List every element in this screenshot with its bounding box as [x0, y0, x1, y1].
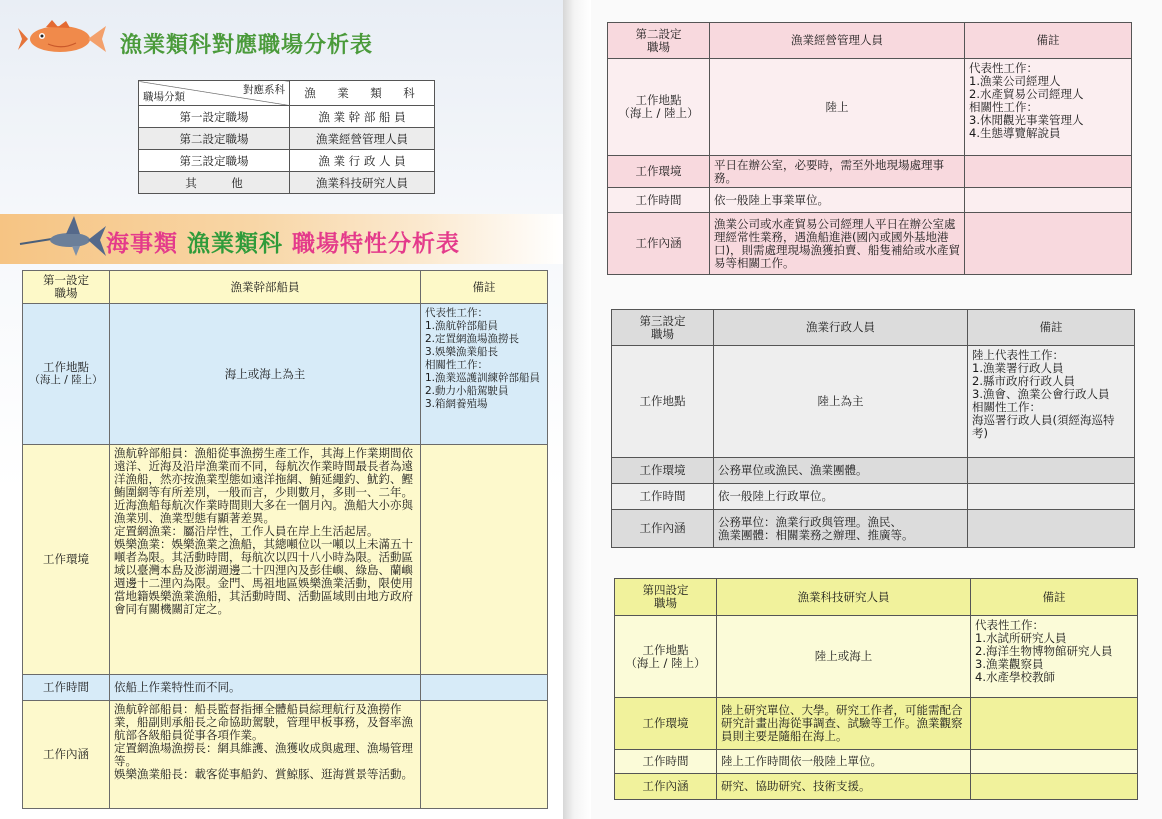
- job-header: 漁業行政人員: [714, 310, 968, 346]
- time-value: 依船上作業特性而不同。: [110, 675, 421, 701]
- time-label: 工作時間: [608, 188, 710, 213]
- remark-header: 備註: [971, 579, 1138, 616]
- mapping-table: [138, 80, 435, 194]
- table-row: [139, 106, 435, 128]
- table-row: [615, 774, 1138, 800]
- content-value: 公務單位：漁業行政與管理。漁民、 漁業團體：相關業務之辦理、推廣等。: [714, 510, 968, 548]
- time-label: 工作時間: [23, 675, 110, 701]
- location-label: 工作地點: [43, 360, 89, 374]
- environment-label: 工作環境: [615, 698, 717, 750]
- remark-header: 備註: [421, 271, 548, 304]
- table-row: [608, 213, 1132, 275]
- fish-icon: [18, 18, 108, 58]
- place-cell: 第一設定職場: [139, 106, 290, 128]
- content-label: 工作內涵: [608, 213, 710, 275]
- table-row: [608, 23, 1132, 59]
- field-header: 第一設定 職場: [23, 271, 110, 304]
- location-label-cell: [615, 616, 717, 698]
- content-value: 漁業公司或水產貿易公司經理人平日在辦公室處理經常性業務，遇漁船進港(國內或國外基地港口)，則需處理現場漁獲拍賣、船隻補給或水產貿易等相關工作。: [710, 213, 965, 275]
- location-sub-label: （海上 / 陸上）: [618, 106, 699, 120]
- section-title: [106, 225, 460, 258]
- table-row: [23, 304, 548, 445]
- environment-label: 工作環境: [608, 156, 710, 188]
- table-row: [23, 445, 548, 675]
- career-table-4: [614, 578, 1138, 800]
- environment-label: 工作環境: [612, 458, 714, 484]
- table-row: [612, 510, 1135, 548]
- location-label: 工作地點: [612, 346, 714, 458]
- time-label: 工作時間: [612, 484, 714, 510]
- corner-cell: [139, 81, 290, 106]
- table-row: [615, 698, 1138, 750]
- field-header: 第三設定 職場: [612, 310, 714, 346]
- table-row: [608, 188, 1132, 213]
- content-remark: [965, 213, 1132, 275]
- location-value: 陸上: [710, 59, 965, 156]
- table-row: [615, 616, 1138, 698]
- corner-bottom-label: 職場分類: [143, 91, 185, 103]
- content-value: 漁航幹部船員：船長監督指揮全體船員綜理航行及漁撈作業，船副則承船長之命協助駕駛，管理甲板事務，及督率漁航部各級船員從事各項作業。 定置網漁場漁撈長：網具維護、漁獲收成與處理、漁場管理等。 娛樂漁業船長：載客從事船釣、賞鯨豚、逛海賞景等活動。: [110, 701, 421, 809]
- location-value: 陸上或海上: [717, 616, 971, 698]
- environment-remark: [968, 458, 1135, 484]
- table-row: [139, 150, 435, 172]
- location-value: 海上或海上為主: [110, 304, 421, 445]
- content-remark: [968, 510, 1135, 548]
- table-row: [139, 172, 435, 194]
- content-remark: [421, 701, 548, 809]
- time-remark: [971, 750, 1138, 774]
- time-remark: [968, 484, 1135, 510]
- time-value: 依一般陸上事業單位。: [710, 188, 965, 213]
- time-value: 依一般陸上行政單位。: [714, 484, 968, 510]
- location-sub-label: （海上 / 陸上）: [625, 655, 706, 670]
- table-row: [612, 346, 1135, 458]
- field-header: 第二設定 職場: [608, 23, 710, 59]
- table-row: [608, 156, 1132, 188]
- place-cell: 第二設定職場: [139, 128, 290, 150]
- title-part-fishery: 漁業類科: [187, 231, 284, 257]
- location-remark: 陸上代表性工作： 1.漁業署行政人員 2.縣市政府行政人員 3.漁會、漁業公會行政人員 相關性工作： 海巡署行政人員(須經海巡特考): [968, 346, 1135, 458]
- time-remark: [965, 188, 1132, 213]
- environment-value: 漁航幹部船員：漁船從事漁撈生產工作，其海上作業期間依遠洋、近海及沿岸漁業而不同，每航次作業時間最長者為遠洋漁船，然亦按漁業型態如遠洋拖網、鮪延繩釣、魷釣、鰹鮪圍網等有所差別，一般而言，少則數月，多則一、二年。近海漁船每航次作業時間則大多在一個月內。漁船大小亦與漁業別、漁業型態有顯著差異。 定置網漁業：屬沿岸性，工作人員在岸上生活起居。 娛樂漁業：娛樂漁業之漁船，其總噸位以一噸以上未滿五十噸者為限。其活動時間，每航次以四十八小時為限。活動區域以臺灣本島及澎湖週邊二十四浬內及彭佳嶼、綠島、蘭嶼週邊十二浬內為限。金門、馬祖地區娛樂漁業活動，限使用當地籍娛樂漁業漁船，其活動時間、活動區域則由地方政府會同有關機關訂定之。: [110, 445, 421, 675]
- swordfish-icon: [18, 208, 108, 268]
- environment-label: 工作環境: [23, 445, 110, 675]
- content-label: 工作內涵: [615, 774, 717, 800]
- dept-cell: 漁 業 行 政 人 員: [290, 150, 435, 172]
- location-label: 工作地點: [635, 93, 682, 107]
- location-value: 陸上為主: [714, 346, 968, 458]
- environment-remark: [965, 156, 1132, 188]
- place-cell: 其 他: [139, 172, 290, 194]
- dept-header: 漁 業 類 科: [290, 81, 435, 106]
- dept-cell: 漁業科技研究人員: [290, 172, 435, 194]
- content-label: 工作內涵: [612, 510, 714, 548]
- place-cell: 第三設定職場: [139, 150, 290, 172]
- location-label-cell: [608, 59, 710, 156]
- remark-header: 備註: [968, 310, 1135, 346]
- time-label: 工作時間: [615, 750, 717, 774]
- table-row: [23, 271, 548, 304]
- table-row: [139, 128, 435, 150]
- career-table-3: [611, 309, 1135, 548]
- environment-value: 公務單位或漁民、漁業團體。: [714, 458, 968, 484]
- job-header: 漁業科技研究人員: [717, 579, 971, 616]
- content-value: 研究、協助研究、技術支援。: [717, 774, 971, 800]
- title-part-maritime: 海事類: [106, 231, 178, 257]
- environment-value: 平日在辦公室，必要時，需至外地現場處理事務。: [710, 156, 965, 188]
- content-label: 工作內涵: [23, 701, 110, 809]
- table-row: [608, 59, 1132, 156]
- location-label-cell: [23, 304, 110, 445]
- location-remark: 代表性工作： 1.漁業公司經理人 2.水產貿易公司經理人 相關性工作： 3.休閒觀光事業管理人 4.生態導覽解說員: [965, 59, 1132, 156]
- environment-value: 陸上研究單位、大學。研究工作者，可能需配合研究計畫出海從事調查、試驗等工作。漁業觀察員則主要是隨船在海上。: [717, 698, 971, 750]
- table-row: [23, 701, 548, 809]
- time-value: 陸上工作時間依一般陸上單位。: [717, 750, 971, 774]
- content-remark: [971, 774, 1138, 800]
- location-label: 工作地點: [642, 642, 689, 657]
- table-row: [139, 81, 435, 106]
- page-gutter: [563, 0, 591, 819]
- remark-header: 備註: [965, 23, 1132, 59]
- table-row: [615, 750, 1138, 774]
- time-remark: [421, 675, 548, 701]
- location-remark: 代表性工作： 1.水試所研究人員 2.海洋生物博物館研究人員 3.漁業觀察員 4.水產學校教師: [971, 616, 1138, 698]
- title-part-analysis: 職場特性分析表: [292, 231, 461, 257]
- field-header: 第四設定 職場: [615, 579, 717, 616]
- table-row: [612, 484, 1135, 510]
- environment-remark: [971, 698, 1138, 750]
- location-remark: 代表性工作： 1.漁航幹部船員 2.定置網漁場漁撈長 3.娛樂漁業船長 相關性工作： 1.漁業巡護訓練幹部船員 2.動力小船駕駛員 3.箱網養殖場: [421, 304, 548, 445]
- table-row: [23, 675, 548, 701]
- corner-top-label: 對應系科: [243, 84, 285, 96]
- dept-cell: 漁 業 幹 部 船 員: [290, 106, 435, 128]
- career-table-1: [22, 270, 548, 809]
- job-header: 漁業幹部船員: [110, 271, 421, 304]
- page-title: 漁業類科對應職場分析表: [120, 33, 374, 58]
- table-row: [615, 579, 1138, 616]
- environment-remark: [421, 445, 548, 675]
- job-header: 漁業經營管理人員: [710, 23, 965, 59]
- table-row: [612, 458, 1135, 484]
- career-table-2: [607, 22, 1132, 275]
- location-sub-label: （海上 / 陸上）: [29, 374, 103, 386]
- dept-cell: 漁業經營管理人員: [290, 128, 435, 150]
- table-row: [612, 310, 1135, 346]
